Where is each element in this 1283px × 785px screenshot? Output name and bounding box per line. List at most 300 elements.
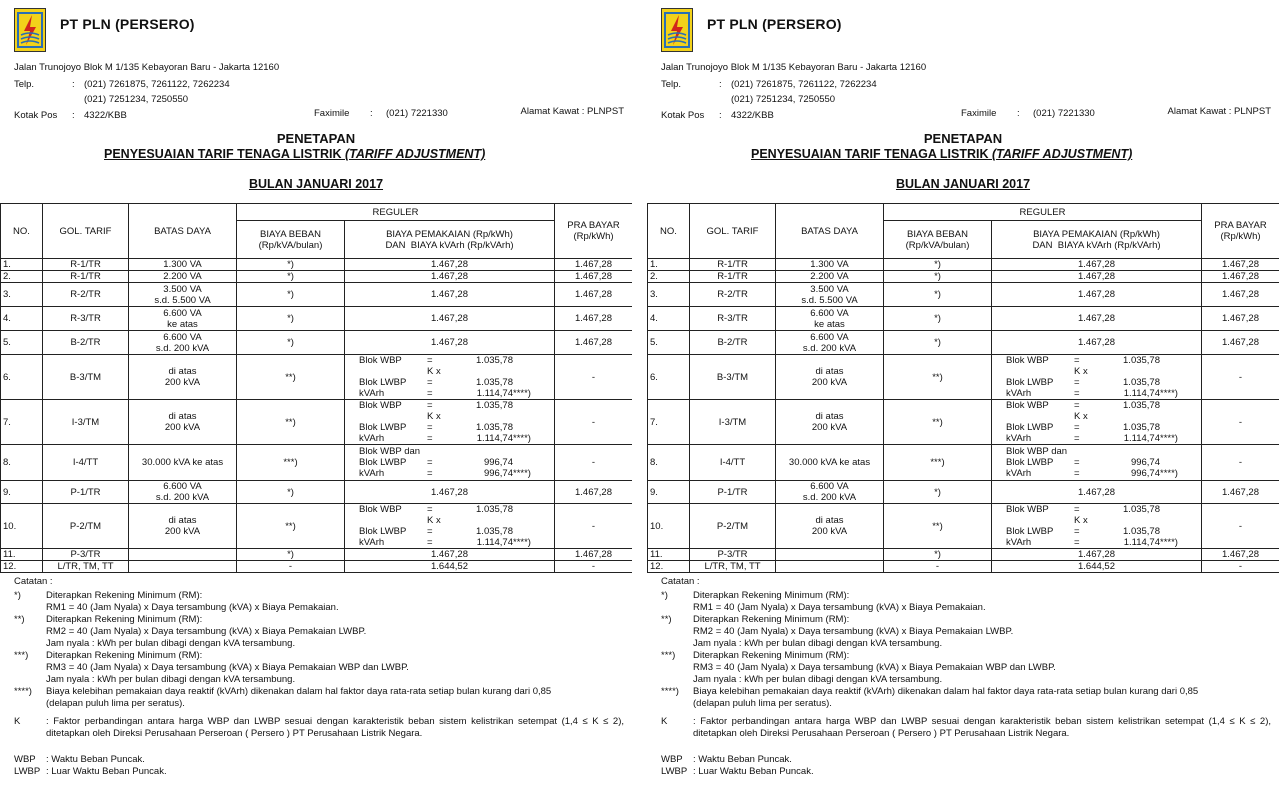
note-mark: ***) — [14, 650, 29, 661]
row-biaya-beban: *) — [237, 331, 345, 355]
row-pra-bayar: - — [1202, 504, 1280, 549]
kotak-pos-label: Kotak Pos — [14, 110, 58, 121]
row-no: 10. — [648, 504, 690, 549]
blok-cell: 1.114,74 — [476, 433, 513, 444]
blok-cell: Blok LWBP — [1006, 422, 1054, 433]
header-reguler: REGULER — [884, 204, 1202, 221]
row-pra-bayar: 1.467,28 — [555, 331, 633, 355]
row-no: 3. — [648, 283, 690, 307]
tariff-table — [647, 203, 1279, 573]
row-pra-bayar: - — [555, 561, 633, 573]
row-pra-bayar: - — [555, 400, 633, 445]
blok-cell: 1.035,78 — [476, 422, 513, 433]
blok-cell: 996,74 — [483, 457, 513, 468]
row-no: 1. — [1, 259, 43, 271]
blok-cell: 1.035,78 — [476, 377, 513, 388]
alamat-kawat: Alamat Kawat : PLNPST — [520, 106, 624, 117]
blok-cell — [1160, 526, 1206, 537]
blok-cell — [1160, 400, 1206, 422]
blok-cell: 1.035,78 — [1123, 526, 1160, 537]
note-wbp-text: : Waktu Beban Puncak. — [46, 754, 145, 765]
row-gol-tarif: I-4/TT — [43, 445, 129, 481]
row-no: 8. — [1, 445, 43, 481]
row-no: 3. — [1, 283, 43, 307]
row-gol-tarif: R-3/TR — [43, 307, 129, 331]
company-name: PT PLN (PERSERO) — [707, 16, 842, 32]
company-name: PT PLN (PERSERO) — [60, 16, 195, 32]
row-gol-tarif: P-3/TR — [690, 549, 776, 561]
blok-cell: Blok WBP — [1006, 355, 1049, 366]
note-item — [14, 614, 624, 650]
note-item — [661, 686, 1271, 710]
blok-cell: Blok WBP — [359, 504, 402, 515]
blok-cell — [513, 377, 559, 388]
row-batas-daya: 30.000 kVA ke atas — [776, 445, 884, 481]
note-k — [14, 716, 624, 740]
note-k-text: : Faktor perbandingan antara harga WBP dan LWBP sesuai dengan karakteristik beban sistem kelistrikan setempat (1,4 ≤ K ≤ 2), ditetapkan oleh Direksi Perusahaan Perseroan ( Persero ) PT Perusahaan Listrik Negara. — [46, 716, 624, 739]
note-body — [46, 590, 624, 614]
row-gol-tarif: R-1/TR — [690, 271, 776, 283]
table-row — [1, 307, 633, 331]
row-pra-bayar: - — [1202, 355, 1280, 400]
note-item — [661, 590, 1271, 614]
note-line: RM2 = 40 (Jam Nyala) x Daya tersambung (kVA) x Biaya Pemakaian LWBP. — [693, 626, 1014, 637]
row-pra-bayar: 1.467,28 — [1202, 259, 1280, 271]
note-line: Diterapkan Rekening Minimum (RM): — [693, 614, 850, 625]
row-biaya-pemakaian: 1.467,28 — [345, 283, 555, 307]
row-pra-bayar: - — [1202, 400, 1280, 445]
blok-cell: 1.035,78 — [1123, 422, 1160, 433]
blok-cell: ****) — [513, 468, 531, 479]
telp-label: Telp. — [661, 79, 682, 90]
row-pra-bayar: 1.467,28 — [1202, 283, 1280, 307]
note-item — [14, 590, 624, 614]
kotak-pos-label: Kotak Pos — [661, 110, 705, 121]
blok-cell: ****) — [1160, 537, 1178, 548]
row-biaya-pemakaian: 1.467,28 — [992, 283, 1202, 307]
blok-cell — [513, 457, 559, 468]
blok-cell: = K x — [1074, 400, 1088, 422]
blok-cell — [1074, 446, 1088, 457]
row-batas-daya: di atas 200 kVA — [776, 400, 884, 445]
header-pra-bayar: PRA BAYAR (Rp/kWh) — [1202, 204, 1280, 259]
note-line: Jam nyala : kWh per bulan dibagi dengan kVA tersambung. — [46, 638, 296, 649]
table-row — [1, 283, 633, 307]
row-pra-bayar: 1.467,28 — [1202, 271, 1280, 283]
row-no: 7. — [648, 400, 690, 445]
row-batas-daya: 6.600 VA s.d. 200 kVA — [776, 481, 884, 504]
note-item — [661, 650, 1271, 686]
blok-cell: 996,74 — [483, 468, 513, 479]
header-biaya-beban: BIAYA BEBAN (Rp/kVA/bulan) — [237, 221, 345, 259]
note-line: (delapan puluh lima per seratus). — [693, 698, 832, 709]
row-biaya-pemakaian-blok — [345, 504, 555, 549]
blok-grid — [359, 355, 552, 399]
row-biaya-beban: *) — [884, 331, 992, 355]
row-batas-daya — [129, 549, 237, 561]
row-biaya-beban: **) — [237, 355, 345, 400]
note-k-mark: K — [661, 716, 668, 727]
row-biaya-beban: *) — [884, 283, 992, 307]
table-row — [648, 283, 1280, 307]
blok-cell: ****) — [1160, 433, 1178, 444]
row-gol-tarif: B-3/TM — [43, 355, 129, 400]
blok-cell: = K x — [1074, 504, 1088, 526]
table-row — [648, 355, 1280, 400]
blok-cell: 1.114,74 — [1123, 388, 1160, 399]
blok-cell: = K x — [427, 504, 441, 526]
row-biaya-pemakaian: 1.467,28 — [992, 331, 1202, 355]
title-penetapan: PENETAPAN — [276, 131, 356, 146]
blok-cell: 996,74 — [1130, 468, 1160, 479]
blok-cell: Blok WBP dan — [359, 446, 421, 457]
fax-label: Faximile — [961, 108, 997, 119]
row-biaya-pemakaian: 1.467,28 — [345, 259, 555, 271]
row-pra-bayar: - — [555, 355, 633, 400]
blok-grid — [359, 400, 552, 444]
blok-cell: Blok LWBP — [1006, 526, 1054, 537]
kotak-pos-value: 4322/KBB — [731, 110, 774, 121]
row-biaya-pemakaian: 1.467,28 — [992, 481, 1202, 504]
blok-cell: = — [1074, 537, 1080, 548]
title-penyesuaian — [751, 147, 1132, 161]
header-batas-daya: BATAS DAYA — [776, 204, 884, 259]
row-biaya-pemakaian-blok — [992, 445, 1202, 481]
row-biaya-pemakaian: 1.644,52 — [345, 561, 555, 573]
note-line: Biaya kelebihan pemakaian daya reaktif (kVArh) dikenakan dalam hal faktor daya rata-rata setiap bulan kurang dari 0,85 — [46, 686, 552, 697]
telp-label: Telp. — [14, 79, 35, 90]
blok-cell: = K x — [427, 400, 441, 422]
row-gol-tarif: P-1/TR — [43, 481, 129, 504]
header-biaya-pemakaian: BIAYA PEMAKAIAN (Rp/kWh) DAN BIAYA kVArh (Rp/kVArh) — [992, 221, 1202, 259]
note-item — [661, 614, 1271, 650]
row-biaya-pemakaian: 1.467,28 — [345, 331, 555, 355]
row-gol-tarif: R-2/TR — [43, 283, 129, 307]
blok-cell: = — [1074, 388, 1080, 399]
row-batas-daya: 2.200 VA — [129, 271, 237, 283]
fax-label: Faximile — [314, 108, 350, 119]
header-biaya-beban: BIAYA BEBAN (Rp/kVA/bulan) — [884, 221, 992, 259]
table-row — [648, 307, 1280, 331]
blok-cell: 1.035,78 — [476, 526, 513, 537]
note-line: RM3 = 40 (Jam Nyala) x Daya tersambung (kVA) x Biaya Pemakaian WBP dan LWBP. — [46, 662, 409, 673]
title-penyesuaian — [104, 147, 485, 161]
note-line: Biaya kelebihan pemakaian daya reaktif (kVArh) dikenakan dalam hal faktor daya rata-rata setiap bulan kurang dari 0,85 — [693, 686, 1199, 697]
row-biaya-pemakaian: 1.467,28 — [345, 271, 555, 283]
telp-line-1: (021) 7261875, 7261122, 7262234 — [731, 79, 877, 90]
note-wbp — [661, 754, 1271, 766]
row-biaya-pemakaian: 1.467,28 — [992, 259, 1202, 271]
blok-cell: kVArh — [1006, 468, 1032, 479]
notes-items — [14, 590, 624, 710]
row-biaya-beban: *) — [237, 307, 345, 331]
note-lwbp — [661, 766, 1271, 778]
table-row — [1, 331, 633, 355]
blok-cell: = K x — [1074, 355, 1088, 377]
row-batas-daya: 1.300 VA — [129, 259, 237, 271]
row-batas-daya — [776, 549, 884, 561]
blok-cell: = — [427, 537, 433, 548]
row-biaya-pemakaian-blok — [992, 504, 1202, 549]
row-biaya-pemakaian-blok — [345, 355, 555, 400]
blok-grid — [1006, 400, 1199, 444]
row-batas-daya: 6.600 VA ke atas — [129, 307, 237, 331]
row-biaya-pemakaian-blok — [345, 400, 555, 445]
row-gol-tarif: P-3/TR — [43, 549, 129, 561]
blok-cell: Blok LWBP — [359, 457, 407, 468]
blok-cell — [1160, 422, 1206, 433]
header-pra-bayar: PRA BAYAR (Rp/kWh) — [555, 204, 633, 259]
row-gol-tarif: I-3/TM — [690, 400, 776, 445]
row-pra-bayar: 1.467,28 — [1202, 549, 1280, 561]
note-mark: ****) — [661, 686, 679, 697]
note-body — [693, 590, 1271, 614]
row-gol-tarif: B-3/TM — [690, 355, 776, 400]
blok-cell: Blok WBP — [1006, 504, 1049, 515]
row-biaya-beban: *) — [237, 481, 345, 504]
row-batas-daya: 6.600 VA s.d. 200 kVA — [129, 331, 237, 355]
row-gol-tarif: R-1/TR — [43, 271, 129, 283]
blok-cell: kVArh — [359, 433, 385, 444]
notes-title: Catatan : — [661, 576, 700, 587]
row-biaya-beban: *) — [884, 307, 992, 331]
title-penetapan: PENETAPAN — [923, 131, 1003, 146]
note-line: Diterapkan Rekening Minimum (RM): — [46, 650, 203, 661]
blok-cell: = — [427, 526, 433, 537]
blok-cell: ****) — [513, 388, 531, 399]
note-wbp-mark: WBP — [14, 754, 36, 765]
blok-cell: kVArh — [359, 388, 385, 399]
row-pra-bayar: - — [555, 445, 633, 481]
blok-cell — [1160, 457, 1206, 468]
page-divider — [634, 0, 645, 785]
row-pra-bayar: - — [555, 504, 633, 549]
company-address: Jalan Trunojoyo Blok M 1/135 Kebayoran Baru - Jakarta 12160 — [661, 62, 927, 73]
row-biaya-pemakaian: 1.467,28 — [345, 307, 555, 331]
blok-cell: = — [427, 457, 433, 468]
row-no: 2. — [648, 271, 690, 283]
row-no: 1. — [648, 259, 690, 271]
blok-cell — [513, 504, 559, 526]
alamat-kawat: Alamat Kawat : PLNPST — [1167, 106, 1271, 117]
row-gol-tarif: P-1/TR — [690, 481, 776, 504]
blok-cell — [1160, 355, 1206, 377]
row-biaya-beban: *) — [237, 283, 345, 307]
row-biaya-beban: *) — [237, 549, 345, 561]
row-batas-daya: 30.000 kVA ke atas — [129, 445, 237, 481]
document-page-left — [0, 0, 632, 785]
note-line: Jam nyala : kWh per bulan dibagi dengan kVA tersambung. — [46, 674, 296, 685]
blok-cell: = — [1074, 422, 1080, 433]
note-body — [46, 614, 624, 650]
row-biaya-beban: **) — [237, 400, 345, 445]
blok-cell: kVArh — [1006, 433, 1032, 444]
row-biaya-beban: **) — [884, 504, 992, 549]
table-row — [648, 271, 1280, 283]
row-pra-bayar: 1.467,28 — [555, 307, 633, 331]
blok-cell: = — [427, 422, 433, 433]
row-biaya-beban: **) — [884, 400, 992, 445]
row-no: 8. — [648, 445, 690, 481]
blok-cell: 1.035,78 — [1123, 504, 1160, 515]
note-wbp — [14, 754, 624, 766]
title-tariff-adjustment: (TARIFF ADJUSTMENT) — [992, 147, 1133, 161]
note-k — [661, 716, 1271, 740]
row-pra-bayar: - — [1202, 561, 1280, 573]
fax-colon: : — [1017, 108, 1020, 119]
row-biaya-pemakaian: 1.467,28 — [345, 549, 555, 561]
table-row — [648, 549, 1280, 561]
table-row — [1, 504, 633, 549]
blok-cell: ****) — [513, 537, 531, 548]
table-row — [648, 481, 1280, 504]
row-pra-bayar: 1.467,28 — [1202, 331, 1280, 355]
row-pra-bayar: 1.467,28 — [1202, 307, 1280, 331]
note-line: Jam nyala : kWh per bulan dibagi dengan kVA tersambung. — [693, 674, 943, 685]
note-line: Diterapkan Rekening Minimum (RM): — [693, 590, 850, 601]
table-row — [1, 561, 633, 573]
company-address: Jalan Trunojoyo Blok M 1/135 Kebayoran Baru - Jakarta 12160 — [14, 62, 280, 73]
blok-cell: 1.035,78 — [1123, 377, 1160, 388]
row-no: 4. — [648, 307, 690, 331]
blok-cell — [1160, 504, 1206, 526]
blok-cell: = — [1074, 377, 1080, 388]
row-biaya-beban: **) — [237, 504, 345, 549]
row-gol-tarif: R-1/TR — [690, 259, 776, 271]
row-batas-daya: di atas 200 kVA — [129, 400, 237, 445]
row-gol-tarif: P-2/TM — [690, 504, 776, 549]
row-no: 6. — [648, 355, 690, 400]
row-biaya-pemakaian-blok — [992, 400, 1202, 445]
row-no: 12. — [648, 561, 690, 573]
blok-cell — [513, 400, 559, 422]
row-no: 6. — [1, 355, 43, 400]
blok-cell — [513, 355, 559, 377]
note-line: Diterapkan Rekening Minimum (RM): — [693, 650, 850, 661]
blok-cell — [513, 526, 559, 537]
blok-cell: = — [427, 388, 433, 399]
row-batas-daya: di atas 200 kVA — [129, 504, 237, 549]
telp-line-2: (021) 7251234, 7250550 — [84, 94, 189, 105]
title-penyesuaian-text: PENYESUAIAN TARIF TENAGA LISTRIK — [104, 147, 342, 161]
note-item — [14, 650, 624, 686]
row-biaya-pemakaian-blok — [992, 355, 1202, 400]
row-biaya-beban: - — [884, 561, 992, 573]
note-mark: **) — [14, 614, 25, 625]
row-pra-bayar: 1.467,28 — [555, 549, 633, 561]
pln-logo-icon — [661, 8, 693, 52]
kotak-pos-value: 4322/KBB — [84, 110, 127, 121]
row-no: 2. — [1, 271, 43, 283]
blok-cell: = — [1074, 433, 1080, 444]
note-line: RM2 = 40 (Jam Nyala) x Daya tersambung (kVA) x Biaya Pemakaian LWBP. — [46, 626, 367, 637]
notes-section — [14, 576, 624, 778]
blok-cell: Blok LWBP — [1006, 377, 1054, 388]
header-batas-daya: BATAS DAYA — [129, 204, 237, 259]
notes-title: Catatan : — [14, 576, 53, 587]
row-no: 11. — [648, 549, 690, 561]
note-body — [46, 650, 624, 686]
note-body — [46, 686, 624, 710]
blok-cell: ****) — [1160, 388, 1178, 399]
note-line: RM1 = 40 (Jam Nyala) x Daya tersambung (kVA) x Biaya Pemakaian. — [693, 602, 986, 613]
blok-cell: = — [1074, 468, 1080, 479]
table-row — [648, 445, 1280, 481]
table-row — [648, 561, 1280, 573]
row-gol-tarif: L/TR, TM, TT — [43, 561, 129, 573]
row-pra-bayar: 1.467,28 — [1202, 481, 1280, 504]
row-gol-tarif: L/TR, TM, TT — [690, 561, 776, 573]
row-gol-tarif: R-2/TR — [690, 283, 776, 307]
row-pra-bayar: - — [1202, 445, 1280, 481]
notes-section — [661, 576, 1271, 778]
row-no: 9. — [648, 481, 690, 504]
note-mark: ****) — [14, 686, 32, 697]
note-line: Jam nyala : kWh per bulan dibagi dengan kVA tersambung. — [693, 638, 943, 649]
note-line: Diterapkan Rekening Minimum (RM): — [46, 590, 203, 601]
table-row — [1, 355, 633, 400]
row-no: 5. — [1, 331, 43, 355]
row-batas-daya: 3.500 VA s.d. 5.500 VA — [776, 283, 884, 307]
row-batas-daya — [129, 561, 237, 573]
blok-cell: 1.035,78 — [1123, 400, 1160, 411]
header-no: NO. — [648, 204, 690, 259]
blok-cell — [513, 422, 559, 433]
blok-cell: = — [1074, 526, 1080, 537]
letterhead — [661, 8, 1271, 128]
row-batas-daya: 3.500 VA s.d. 5.500 VA — [129, 283, 237, 307]
title-month: BULAN JANUARI 2017 — [248, 177, 384, 191]
row-biaya-beban: ***) — [237, 445, 345, 481]
blok-cell: 1.035,78 — [476, 504, 513, 515]
title-month: BULAN JANUARI 2017 — [895, 177, 1031, 191]
note-body — [693, 614, 1271, 650]
header-gol-tarif: GOL. TARIF — [43, 204, 129, 259]
tariff-table — [0, 203, 632, 573]
blok-cell: 1.114,74 — [476, 537, 513, 548]
blok-cell — [427, 446, 441, 457]
row-biaya-beban: *) — [884, 481, 992, 504]
row-gol-tarif: R-3/TR — [690, 307, 776, 331]
blok-cell — [1088, 446, 1160, 457]
row-biaya-beban: *) — [884, 271, 992, 283]
fax-value: (021) 7221330 — [386, 108, 448, 119]
table-row — [648, 331, 1280, 355]
row-biaya-pemakaian: 1.467,28 — [345, 481, 555, 504]
blok-grid — [1006, 446, 1199, 479]
row-no: 11. — [1, 549, 43, 561]
row-batas-daya: 6.600 VA ke atas — [776, 307, 884, 331]
note-wbp-mark: WBP — [661, 754, 683, 765]
note-lwbp-text: : Luar Waktu Beban Puncak. — [693, 766, 814, 777]
row-gol-tarif: I-3/TM — [43, 400, 129, 445]
table-row — [1, 400, 633, 445]
note-lwbp-mark: LWBP — [661, 766, 688, 777]
row-biaya-beban: - — [237, 561, 345, 573]
fax-value: (021) 7221330 — [1033, 108, 1095, 119]
row-biaya-beban: *) — [237, 271, 345, 283]
note-item — [14, 686, 624, 710]
blok-cell: 996,74 — [1130, 457, 1160, 468]
note-body — [693, 650, 1271, 686]
row-gol-tarif: R-1/TR — [43, 259, 129, 271]
row-gol-tarif: B-2/TR — [690, 331, 776, 355]
document-page-right — [647, 0, 1279, 785]
header-no: NO. — [1, 204, 43, 259]
note-mark: *) — [661, 590, 668, 601]
blok-cell: Blok WBP — [359, 400, 402, 411]
blok-cell — [513, 446, 559, 457]
